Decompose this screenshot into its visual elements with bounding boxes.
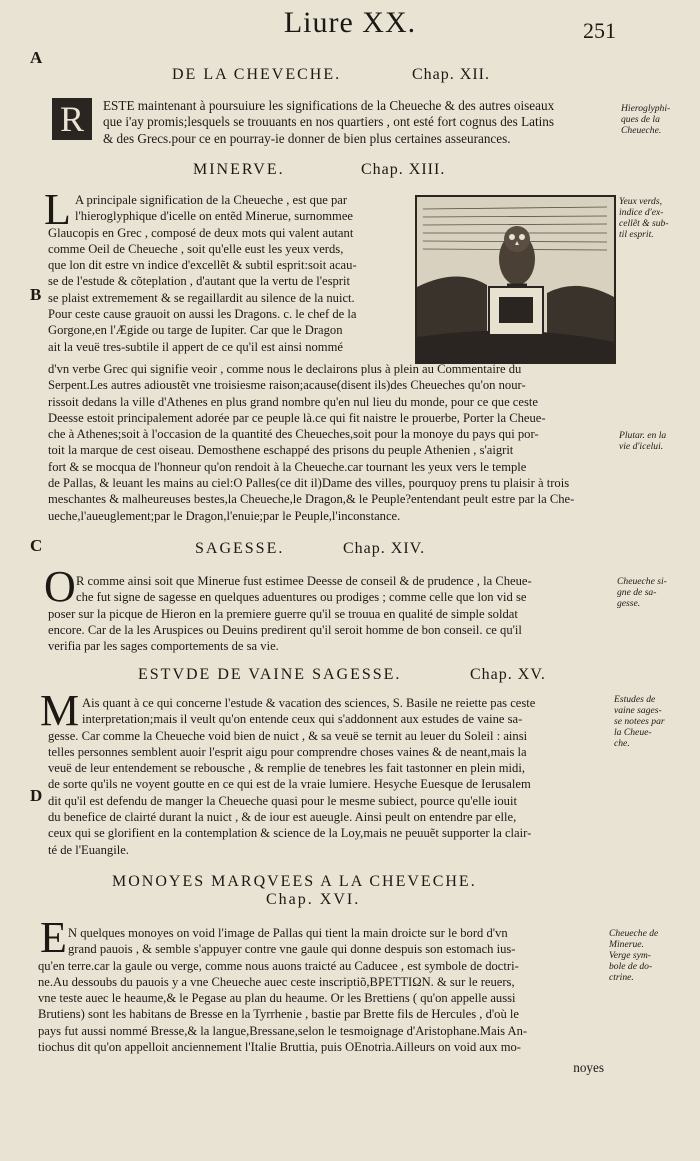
text-line: vne teste auec le heaume,& le Pegase au plan du heaume. Or les Brettiens ( qu'on appelle aussi	[38, 991, 516, 1006]
text-line: Brutiens) sont les habitans de Bresse en la Tyrrhenie , bastie par Brette fils de Hercules , d'où le	[38, 1007, 519, 1022]
chapter-heading	[112, 873, 477, 891]
note-line: indice d'ex-	[619, 207, 664, 218]
text-line: toit la marque de cest oiseau. Demosthene eschappé des prisons du peuple Athenien , s'aigrit	[48, 443, 514, 458]
chapter-number: Chap. XVI.	[266, 891, 361, 908]
note-line: Estudes de	[614, 694, 656, 705]
note-line: la Cheue-	[614, 727, 652, 738]
text-line: dit qu'il est defendu de manger la Cheueche quasi pour le mesme subiect, pource qu'elle iouit	[48, 793, 517, 808]
text-line: fort & se mocqua de l'honneur qu'on rendoit à la Cheueche.car tournant les yeux vers le temple	[48, 459, 527, 474]
text-line: Gorgone,en l'Ægide ou targe de Iupiter. Car que le Dragon	[48, 323, 343, 338]
note-line: Plutar. en la	[619, 430, 667, 441]
chapter-title: MINERVE.	[193, 161, 285, 178]
text-line: Deesse estoit principalement adorée par ce peuple là.ce qui fit naistre le prouerbe, Porter la Cheue-	[48, 410, 546, 425]
text-line: se de l'estude & cõteplation , d'autant que la vertu de l'esprit	[48, 274, 350, 289]
chapter-number: Chap. XV.	[470, 666, 546, 683]
chapter-heading	[193, 161, 446, 179]
text-line: que lon dit estre vn indice d'excellẽt & subtil esprit:soit acau-	[48, 258, 357, 273]
margin-note	[619, 196, 669, 240]
text-line: que i'ay promis;lesquels se trouuants en nos quartiers , ont esté fort cognus des Latins	[103, 114, 555, 130]
note-line: gne de sa-	[617, 587, 657, 598]
text-line: meschantes & malheureuses bestes,la Cheueche,le Dragon,& le Peuple?entendant peult estre par la Che-	[48, 492, 575, 507]
text-line: ueche,l'aueuglement;par le Dragon,l'enuie;par le Peuple,l'inconstance.	[48, 508, 401, 523]
chapter-number: Chap. XIV.	[343, 540, 426, 557]
margin-letter-b: B	[30, 285, 42, 304]
paragraph	[103, 98, 554, 147]
drop-initial: L	[44, 185, 71, 234]
text-line: encore. Car de la les Aruspices ou Deuins predirent qu'il seroit homme de bon conseil. ce qu'il	[48, 622, 522, 637]
text-line: interpretation;mais il veult qu'on entende ceux qui s'addonnent aux estudes de vaine sa-	[82, 712, 523, 727]
text-line: Ais quant à ce qui concerne l'estude & vacation des sciences, S. Basile ne reiette pas ceste	[82, 696, 536, 710]
paragraph	[38, 925, 528, 1055]
text-line: Serpent.Les autres adioustẽt vne troisiesme raison;acause(disent ils)des Cheueches qu'on nour-	[48, 378, 526, 393]
paragraph	[48, 192, 357, 355]
text-line: poser sur la picque de Hieron en la premiere guerre qu'il se trouua en qualité de simple soldat	[48, 606, 518, 621]
text-line: Pour ceste cause grauoit on aussi les Dragons. c. le chef de la	[48, 307, 357, 322]
note-line: vie d'icelui.	[619, 441, 664, 452]
text-line: veuë de leur entendement se rebousche , & remplie de tenebres les fait tastonner en plein midi,	[48, 761, 525, 776]
text-line: grand pauois , & semble s'appuyer contre vne gaule qui donne despuis son estomach ius-	[68, 942, 516, 957]
note-line: cellẽt & sub-	[619, 218, 669, 229]
chapter-heading	[172, 66, 490, 84]
note-line: Minerue.	[609, 939, 644, 950]
chapter-heading	[195, 540, 426, 558]
chapter-title: ESTVDE DE VAINE SAGESSE.	[138, 666, 402, 683]
chapter-heading	[138, 666, 546, 684]
owl-image	[417, 197, 614, 362]
margin-note	[619, 430, 666, 452]
margin-letter-d: D	[30, 786, 43, 805]
text-line: che fut signe de sagesse en quelques aduentures ou prodiges ; comme celle que lon vid se	[76, 590, 527, 605]
text-line: l'hieroglyphique d'icelle on entẽd Minerue, surnommee	[75, 209, 354, 224]
paragraph	[48, 695, 536, 858]
text-line: té de l'Euangile.	[48, 842, 129, 857]
chapter-title: SAGESSE.	[195, 540, 285, 557]
running-title: Liure XX.	[283, 6, 417, 39]
text-line: qu'en terre.car la gaule ou verge, comme nous auons traicté au Caducee , est symbole de doctri-	[38, 958, 519, 973]
text-line: rissoit dedans la ville d'Athenes en plus grand nombre qu'en nul lieu du monde, pour ce que ceste	[48, 394, 538, 409]
catchword: noyes	[573, 1060, 604, 1075]
drop-initial: M	[40, 686, 80, 735]
drop-initial: O	[44, 562, 76, 611]
text-line: tiochus dit qu'on appelloit anciennement l'Italie Bruttia, puis OEnotria.Ailleurs on void aux mo-	[38, 1040, 522, 1055]
page-number: 251	[583, 18, 616, 43]
note-line: Verge sym-	[609, 950, 651, 961]
text-line: gesse. Car comme la Cheueche void bien de nuict , & sa veuë se ternit au leuer du Soleil : ainsi	[48, 728, 528, 743]
margin-note	[617, 576, 667, 609]
text-line: R comme ainsi soit que Minerue fust estimee Deesse de conseil & de prudence , la Cheue-	[76, 574, 532, 588]
text-line: du benefice de clairté durant la nuict , & de iour est aueugle. Ainsi peult on entendre par elle,	[48, 810, 517, 825]
text-line: de Pallas, & leuant les mains au ciel:O Palles(ce dit il)Dame des villes, pourquoy prens tu plaisir à trois	[48, 476, 570, 491]
margin-note	[614, 694, 665, 749]
text-line: telles personnes semblent auoir l'esprit aigu pour comprendre choses vaines & de neant,mais la	[48, 744, 527, 759]
text-line: de sorte qu'ils ne voyent goutte en ce qui est de la vraie lumiere. Hesyche Euesque de Ierusalem	[48, 777, 531, 792]
text-line: se plaist extremement & se regaillardit au silence de la nuict.	[48, 290, 355, 305]
chapter-title: DE LA CHEVECHE.	[172, 66, 342, 83]
note-line: Cheueche si-	[617, 576, 667, 587]
margin-letter-a: A	[30, 48, 43, 67]
paragraph	[48, 361, 574, 524]
text-line: & des Grecs.pour ce en pourray-ie donner de bien plus certaines asseurances.	[103, 130, 511, 146]
note-line: vaine sages-	[614, 705, 662, 716]
drop-initial: E	[40, 913, 67, 962]
owl-woodcut-illustration	[415, 195, 616, 364]
note-line: Cheueche.	[621, 125, 662, 136]
paragraph	[48, 573, 532, 654]
margin-letter-c: C	[30, 536, 43, 555]
note-line: Yeux verds,	[619, 196, 662, 207]
text-line: pays fut aussi nommé Bresse,& la langue,Bressane,selon le tesmoignage d'Aristophane.Mais An-	[38, 1023, 528, 1038]
chapter-title: MONOYES MARQVEES A LA CHEVECHE.	[112, 873, 477, 890]
text-line: N quelques monoyes on void l'image de Pallas qui tient la main droicte sur le bord d'vn	[68, 926, 508, 940]
text-line: verifia par les sages comportements de sa vie.	[48, 639, 279, 654]
ornate-initial: R	[52, 98, 92, 140]
note-line: gesse.	[617, 598, 641, 609]
chapter-number: Chap. XII.	[412, 66, 490, 83]
text-line: ESTE maintenant à poursuiure les significations de la Cheueche & des autres oiseaux	[103, 98, 555, 113]
note-line: Hieroglyphi-	[621, 103, 671, 114]
text-line: A principale signification de la Cheueche , est que par	[75, 193, 348, 207]
text-line: d'vn verbe Grec qui signifie veoir , comme nous le declairons plus à plein au Commentaire du	[48, 362, 522, 376]
note-line: che.	[614, 738, 630, 749]
margin-note	[621, 103, 670, 136]
note-line: bole de do-	[609, 961, 653, 972]
note-line: ctrine.	[609, 972, 634, 983]
text-line: ne.Au dessoubs du pauois y a vne Cheueche auec ceste inscriptiõ,BPETTIΩN. & sur le reuers,	[38, 974, 515, 989]
text-line: che à Athenes;soit à l'occasion de la quantité des Cheueches,soit pour la monoye du pays qui por-	[48, 427, 539, 442]
note-line: til esprit.	[619, 229, 654, 240]
text-line: Glaucopis en Grec , composé de deux mots qui valent autant	[48, 225, 354, 240]
margin-note	[609, 928, 658, 983]
chapter-number: Chap. XIII.	[361, 161, 446, 178]
text-line: ait la veuë tres-subtile il appert de ce qu'il est ainsi nommé	[48, 339, 343, 354]
note-line: ques de la	[621, 114, 660, 125]
note-line: se notees par	[614, 716, 665, 727]
text-line: comme Oeil de Cheueche , soit qu'elle eust les yeux verds,	[48, 241, 344, 256]
text-line: ceux qui se glorifient en la contemplation & science de la Loy,mais ne peuuẽt supporter la clair-	[48, 826, 532, 841]
note-line: Cheueche de	[609, 928, 659, 939]
